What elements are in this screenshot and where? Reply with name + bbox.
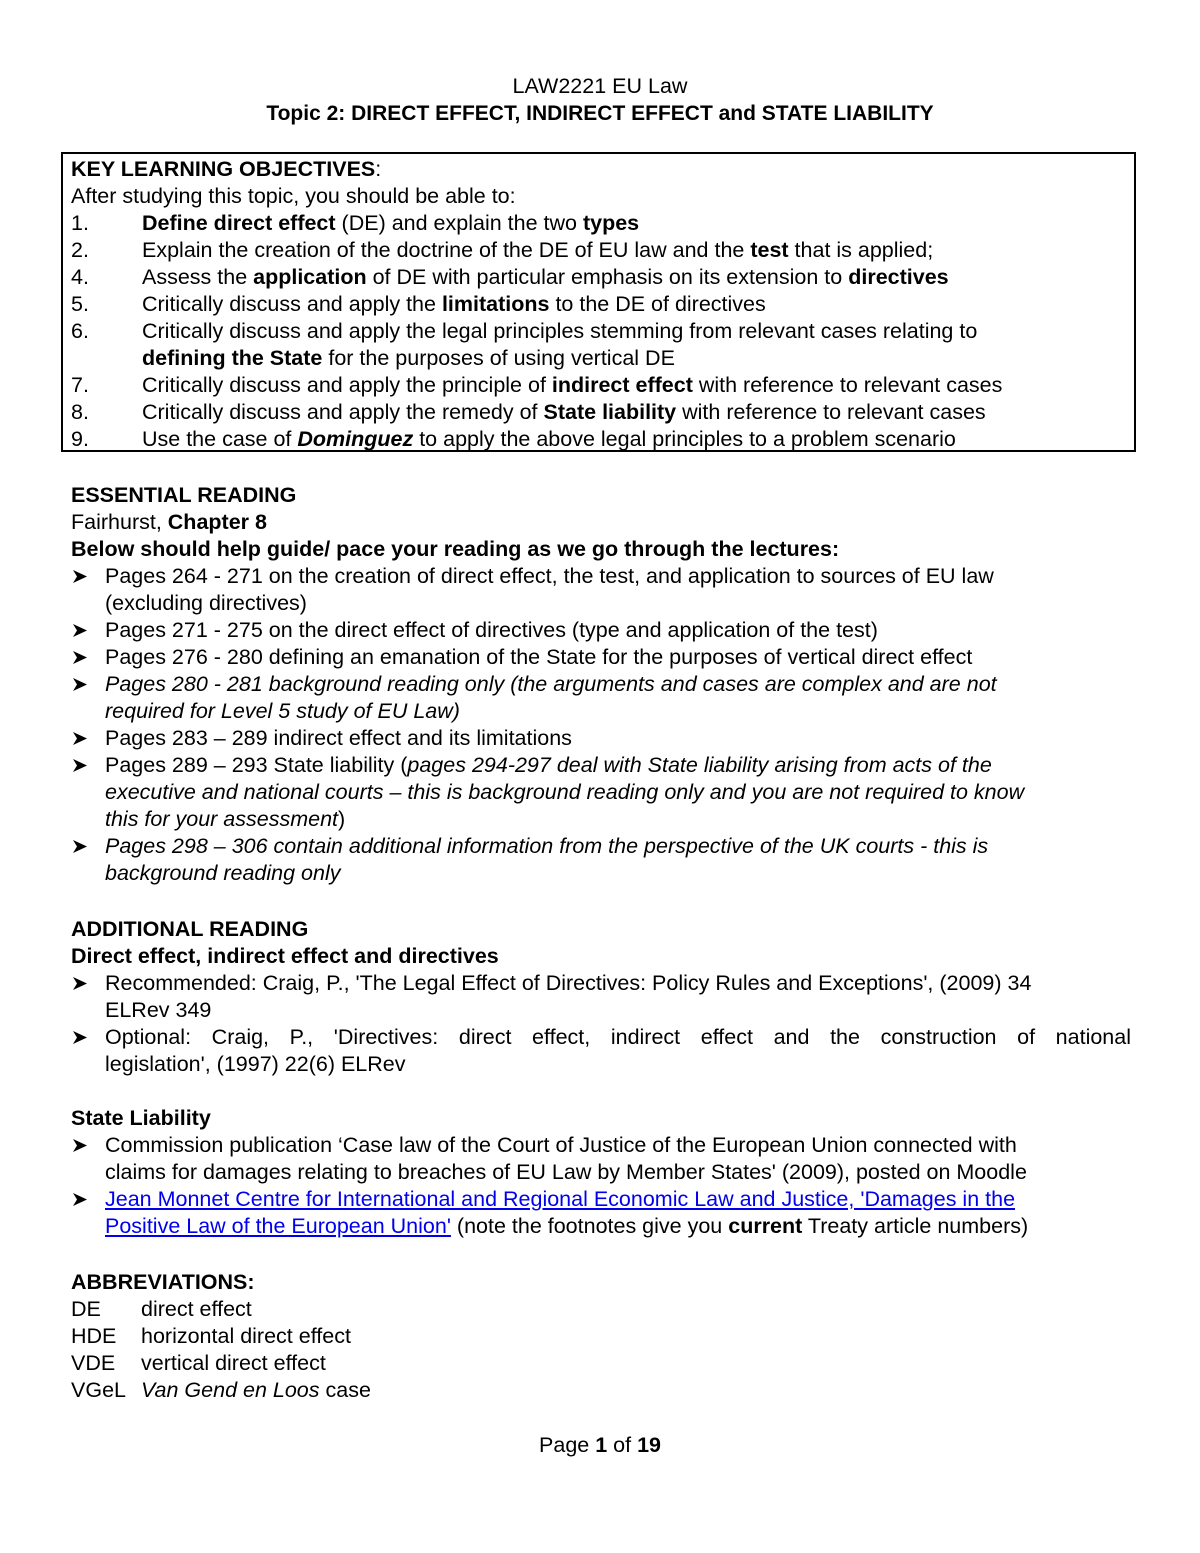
text-run: application (253, 265, 367, 289)
objectives-heading-line (71, 156, 1126, 183)
objectives-intro: After studying this topic, you should be able to: (71, 184, 516, 208)
text-run: to apply the above legal principles to a problem scenario (413, 427, 956, 451)
objective-item (71, 399, 1126, 426)
objective-number: 5. (71, 292, 89, 316)
bullet-line (105, 590, 1131, 617)
essential-reading-item (71, 833, 1131, 887)
objective-item (71, 291, 1126, 318)
text-run: Critically discuss and apply the remedy of (142, 400, 544, 424)
objective-number: 1. (71, 211, 89, 235)
text-run: types (582, 211, 640, 235)
objective-item (71, 264, 1126, 291)
additional-reading-section (71, 916, 1131, 1240)
page-footer (0, 1431, 1200, 1459)
text-run: limitations (441, 292, 550, 316)
objectives-heading: KEY LEARNING OBJECTIVES (71, 157, 376, 181)
text-run: ) (338, 807, 346, 831)
arrowhead-bullet-icon (72, 725, 94, 752)
text-run: direct effect (141, 1297, 252, 1321)
reading-link[interactable]: Jean Monnet Centre for International and Regional Economic Law and Justice, 'Damages in the (105, 1187, 1016, 1211)
objectives-heading-colon: : (375, 157, 382, 181)
objective-text (142, 237, 1126, 264)
reading-guide-text: Below should help guide/ pace your reading as we go through the lectures: (71, 537, 840, 561)
objective-item (71, 372, 1126, 399)
text-run: vertical direct effect (141, 1351, 326, 1375)
bullet-line (105, 1132, 1131, 1159)
text-run: executive and national courts – this is background reading only and you are not required to know (105, 780, 1025, 804)
essential-reading-item (71, 563, 1131, 617)
essential-reading-heading: ESSENTIAL READING (71, 483, 297, 507)
arrowhead-bullet-icon (72, 970, 94, 997)
spacer (71, 1078, 1131, 1105)
text-run: Explain the creation of the doctrine of the DE of EU law and the (142, 238, 751, 262)
arrowhead-bullet-icon (72, 752, 94, 779)
text-run: Pages 280 - 281 background reading only (the arguments and cases are complex and are not (105, 672, 997, 696)
objective-number: 9. (71, 427, 89, 451)
objective-text (142, 345, 1126, 372)
state-liability-subheading: State Liability (71, 1106, 211, 1130)
objective-item (71, 318, 1126, 345)
text-run: with reference to relevant cases (676, 400, 986, 424)
text-run: that is applied; (788, 238, 934, 262)
objective-number: 8. (71, 400, 89, 424)
arrowhead-bullet-icon (72, 1024, 94, 1051)
bullet-line (105, 644, 1131, 671)
text-run: directives (848, 265, 949, 289)
abbreviation-key: VDE (71, 1351, 116, 1375)
objective-number: 4. (71, 265, 89, 289)
bullet-line (105, 752, 1131, 779)
bullet-line (105, 1024, 1131, 1051)
bullet-line (105, 1159, 1131, 1186)
essential-reading-item (71, 725, 1131, 752)
text-run: Pages 264 - 271 on the creation of direct effect, the test, and application to sources of EU law (105, 564, 994, 588)
text-run: Assess the (142, 265, 254, 289)
text-run: Treaty article numbers) (802, 1214, 1029, 1238)
text-run: to the DE of directives (549, 292, 766, 316)
bullet-line (105, 1213, 1131, 1240)
essential-book (71, 509, 1131, 536)
essential-reading-section (71, 482, 1131, 887)
bullet-line (105, 617, 1131, 644)
text-run: case (319, 1378, 371, 1402)
text-run: for the purposes of using vertical DE (322, 346, 675, 370)
text-run: test (750, 238, 789, 262)
objective-number: 2. (71, 238, 89, 262)
essential-reading-list (71, 563, 1131, 887)
bullet-line (105, 698, 1131, 725)
text-run: required for Level 5 study of EU Law) (105, 699, 460, 723)
text-run: Critically discuss and apply the (142, 292, 442, 316)
text-run: (DE) and explain the two (335, 211, 583, 235)
text-run: defining the State (142, 346, 323, 370)
text-run: horizontal direct effect (141, 1324, 351, 1348)
additional-reading-heading: ADDITIONAL READING (71, 917, 309, 941)
text-run: indirect effect (551, 373, 693, 397)
abbreviation-key: DE (71, 1297, 101, 1321)
state-liability-reading-list (71, 1132, 1131, 1240)
direct-effect-subheading: Direct effect, indirect effect and directives (71, 944, 499, 968)
objective-text (142, 372, 1126, 399)
objectives-list (71, 210, 1126, 453)
arrowhead-bullet-icon (72, 671, 94, 698)
bullet-line (105, 563, 1131, 590)
text-run: ELRev 349 (105, 998, 212, 1022)
direct-effect-reading-list (71, 970, 1131, 1078)
bullet-line (105, 833, 1131, 860)
bullet-line (105, 1186, 1131, 1213)
text-run: claims for damages relating to breaches of EU Law by Member States' (2009), posted on Moodle (105, 1160, 1027, 1184)
objective-text (142, 426, 1126, 453)
abbreviation-row (71, 1323, 1131, 1350)
bullet-line (105, 806, 1131, 833)
text-run: Commission publication ‘Case law of the Court of Justice of the European Union connected with (105, 1133, 1017, 1157)
page-of-word: of (607, 1433, 638, 1457)
text-run: Van Gend en Loos (141, 1378, 320, 1402)
abbreviation-meaning (141, 1350, 326, 1377)
page-word: Page (539, 1433, 596, 1457)
bullet-line (105, 970, 1131, 997)
text-run: with reference to relevant cases (692, 373, 1003, 397)
state-liability-reading-item (71, 1132, 1131, 1186)
objective-item (71, 237, 1126, 264)
objective-number: 7. (71, 373, 89, 397)
text-run: Pages 283 – 289 indirect effect and its limitations (105, 726, 572, 750)
objective-text (142, 318, 1126, 345)
text-run: background reading only (105, 861, 341, 885)
text-run: Critically discuss and apply the legal principles stemming from relevant cases relating to (142, 319, 978, 343)
arrowhead-bullet-icon (72, 1132, 94, 1159)
abbreviation-key: HDE (71, 1324, 117, 1348)
objective-item (71, 345, 1126, 372)
additional-reading-item (71, 1024, 1131, 1078)
abbreviation-meaning (141, 1377, 371, 1404)
abbreviations-list (71, 1296, 1131, 1404)
text-run: (note the footnotes give you (450, 1214, 729, 1238)
text-run: Critically discuss and apply the principle of (142, 373, 552, 397)
bullet-line (105, 725, 1131, 752)
abbreviation-meaning (141, 1323, 351, 1350)
objective-text (142, 264, 1126, 291)
text-run: of DE with particular emphasis on its extension to (366, 265, 849, 289)
objective-text (142, 399, 1126, 426)
abbreviation-key: VGeL (71, 1378, 126, 1402)
text-run: Pages 276 - 280 defining an emanation of the State for the purposes of vertical direct effect (105, 645, 973, 669)
text-run: current (728, 1214, 803, 1238)
essential-book-author: Fairhurst, (71, 510, 168, 534)
objective-text (142, 291, 1126, 318)
text-run: this for your assessment (105, 807, 339, 831)
text-run: Pages 271 - 275 on the direct effect of directives (type and application of the test) (105, 618, 878, 642)
essential-reading-item (71, 644, 1131, 671)
text-run: Pages 289 – 293 State liability ( (105, 753, 408, 777)
text-run: Pages 298 – 306 contain additional information from the perspective of the UK courts - this is (105, 834, 989, 858)
arrowhead-bullet-icon (72, 1186, 94, 1213)
arrowhead-bullet-icon (72, 833, 94, 860)
objective-number: 6. (71, 319, 89, 343)
text-run: legislation', (1997) 22(6) ELRev (105, 1052, 406, 1076)
bullet-line (105, 779, 1131, 806)
state-liability-reading-item (71, 1186, 1131, 1240)
course-title: LAW2221 EU Law (512, 74, 688, 98)
text-run: Define direct effect (142, 211, 336, 235)
objective-text (142, 210, 1126, 237)
abbreviation-row (71, 1377, 1131, 1404)
bullet-line (105, 1051, 1131, 1078)
reading-link[interactable]: Positive Law of the European Union' (105, 1214, 451, 1238)
topic-title: Topic 2: DIRECT EFFECT, INDIRECT EFFECT and STATE LIABILITY (266, 102, 934, 125)
text-run: (excluding directives) (105, 591, 307, 615)
essential-reading-item (71, 617, 1131, 644)
learning-objectives-box (61, 152, 1136, 452)
text-run: pages 294-297 deal with State liability arising from acts of the (407, 753, 992, 777)
abbreviations-heading: ABBREVIATIONS: (71, 1270, 255, 1294)
bullet-line (105, 860, 1131, 887)
bullet-line (105, 997, 1131, 1024)
text-run: Use the case of (142, 427, 298, 451)
abbreviation-row (71, 1296, 1131, 1323)
text-run: State liability (543, 400, 677, 424)
arrowhead-bullet-icon (72, 644, 94, 671)
abbreviations-section (71, 1269, 1131, 1404)
text-run: Recommended: Craig, P., 'The Legal Effect of Directives: Policy Rules and Exceptions', (2009) 34 (105, 971, 1032, 995)
objective-item (71, 210, 1126, 237)
page-number: 1 (595, 1433, 608, 1457)
additional-reading-item (71, 970, 1131, 1024)
abbreviation-row (71, 1350, 1131, 1377)
bullet-line (105, 671, 1131, 698)
essential-reading-item (71, 671, 1131, 725)
text-run: Optional: Craig, P., 'Directives: direct effect, indirect effect and the construction of national (105, 1025, 1131, 1049)
page-total: 19 (637, 1433, 661, 1457)
text-run: Dominguez (297, 427, 414, 451)
arrowhead-bullet-icon (72, 563, 94, 590)
arrowhead-bullet-icon (72, 617, 94, 644)
essential-reading-item (71, 752, 1131, 833)
essential-book-chapter: Chapter 8 (167, 510, 267, 534)
abbreviation-meaning (141, 1296, 252, 1323)
objective-item (71, 426, 1126, 453)
